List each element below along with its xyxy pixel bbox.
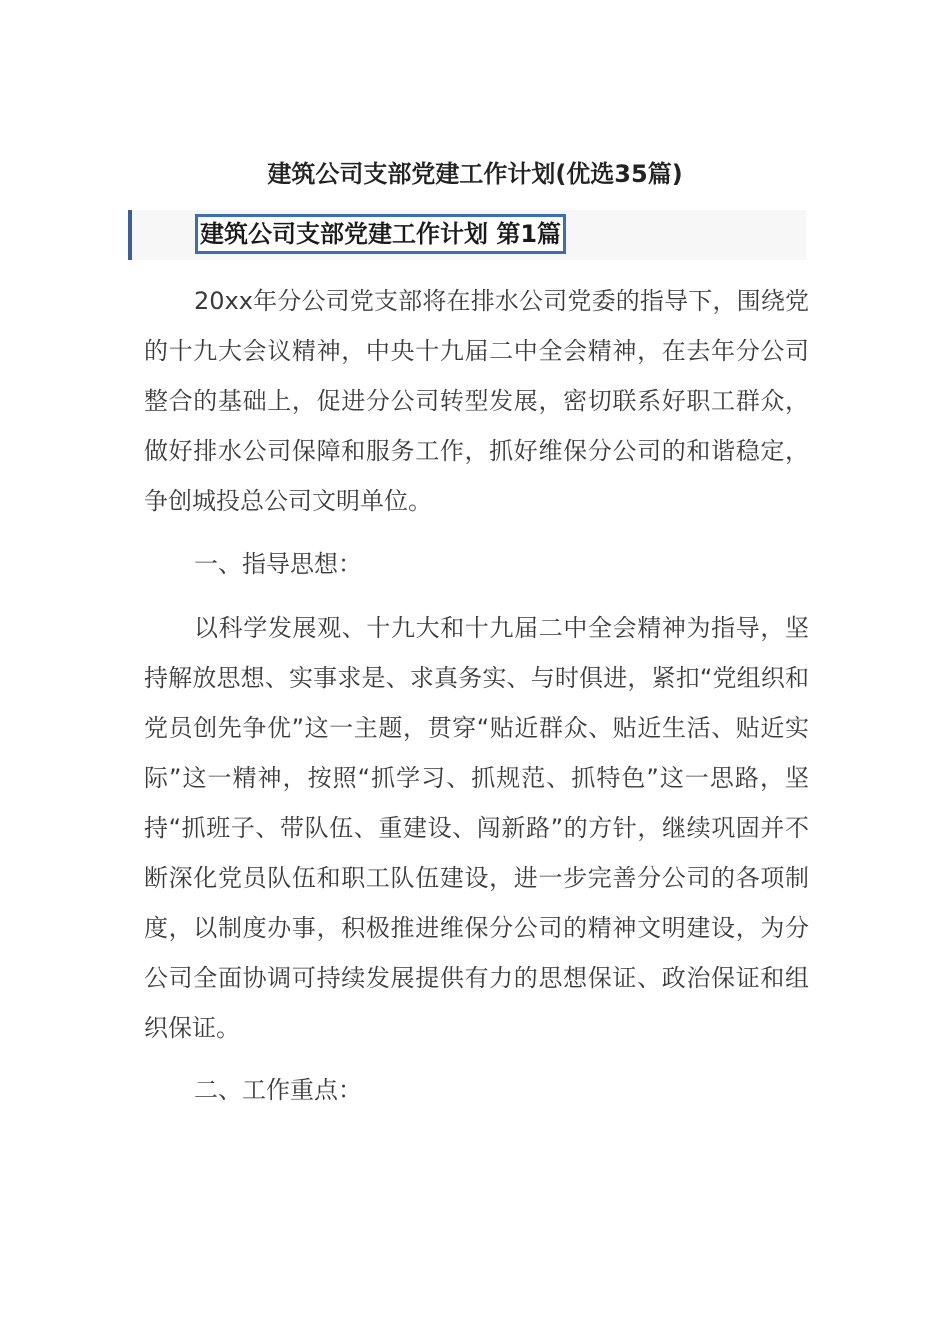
intro-paragraph: 20xx年分公司党支部将在排水公司党委的指导下，围绕党的十九大会议精神，中央十九届二中全会精神，在去年分公司整合的基础上，促进分公司转型发展，密切联系好职工群众，做好排水公司保障和服务工作，抓好维保分公司的和谐稳定，争创城投总公司文明单位。 bbox=[144, 287, 809, 515]
document-title: 建筑公司支部党建工作计划(优选35篇) bbox=[267, 160, 683, 188]
section-heading[interactable]: 建筑公司支部党建工作计划 第1篇 bbox=[195, 214, 566, 254]
section-accent-bar bbox=[128, 210, 132, 260]
heading-work-focus: 二、工作重点： bbox=[194, 1076, 362, 1104]
heading-guiding-thought: 一、指导思想： bbox=[194, 550, 362, 578]
guiding-thought-paragraph: 以科学发展观、十九大和十九届二中全会精神为指导，坚持解放思想、实事求是、求真务实、与时俱进，紧扣“党组织和党员创先争优”这一主题，贯穿“贴近群众、贴近生活、贴近实际”这一精神，按照“抓学习、抓规范、抓特色”这一思路，坚持“抓班子、带队伍、重建设、闯新路”的方针，继续巩固并不断深化党员队伍和职工队伍建设，进一步完善分公司的各项制度，以制度办事，积极推进维保分公司的精神文明建设，为分公司全面协调可持续发展提供有力的思想保证、政治保证和组织保证。 bbox=[144, 614, 809, 1042]
